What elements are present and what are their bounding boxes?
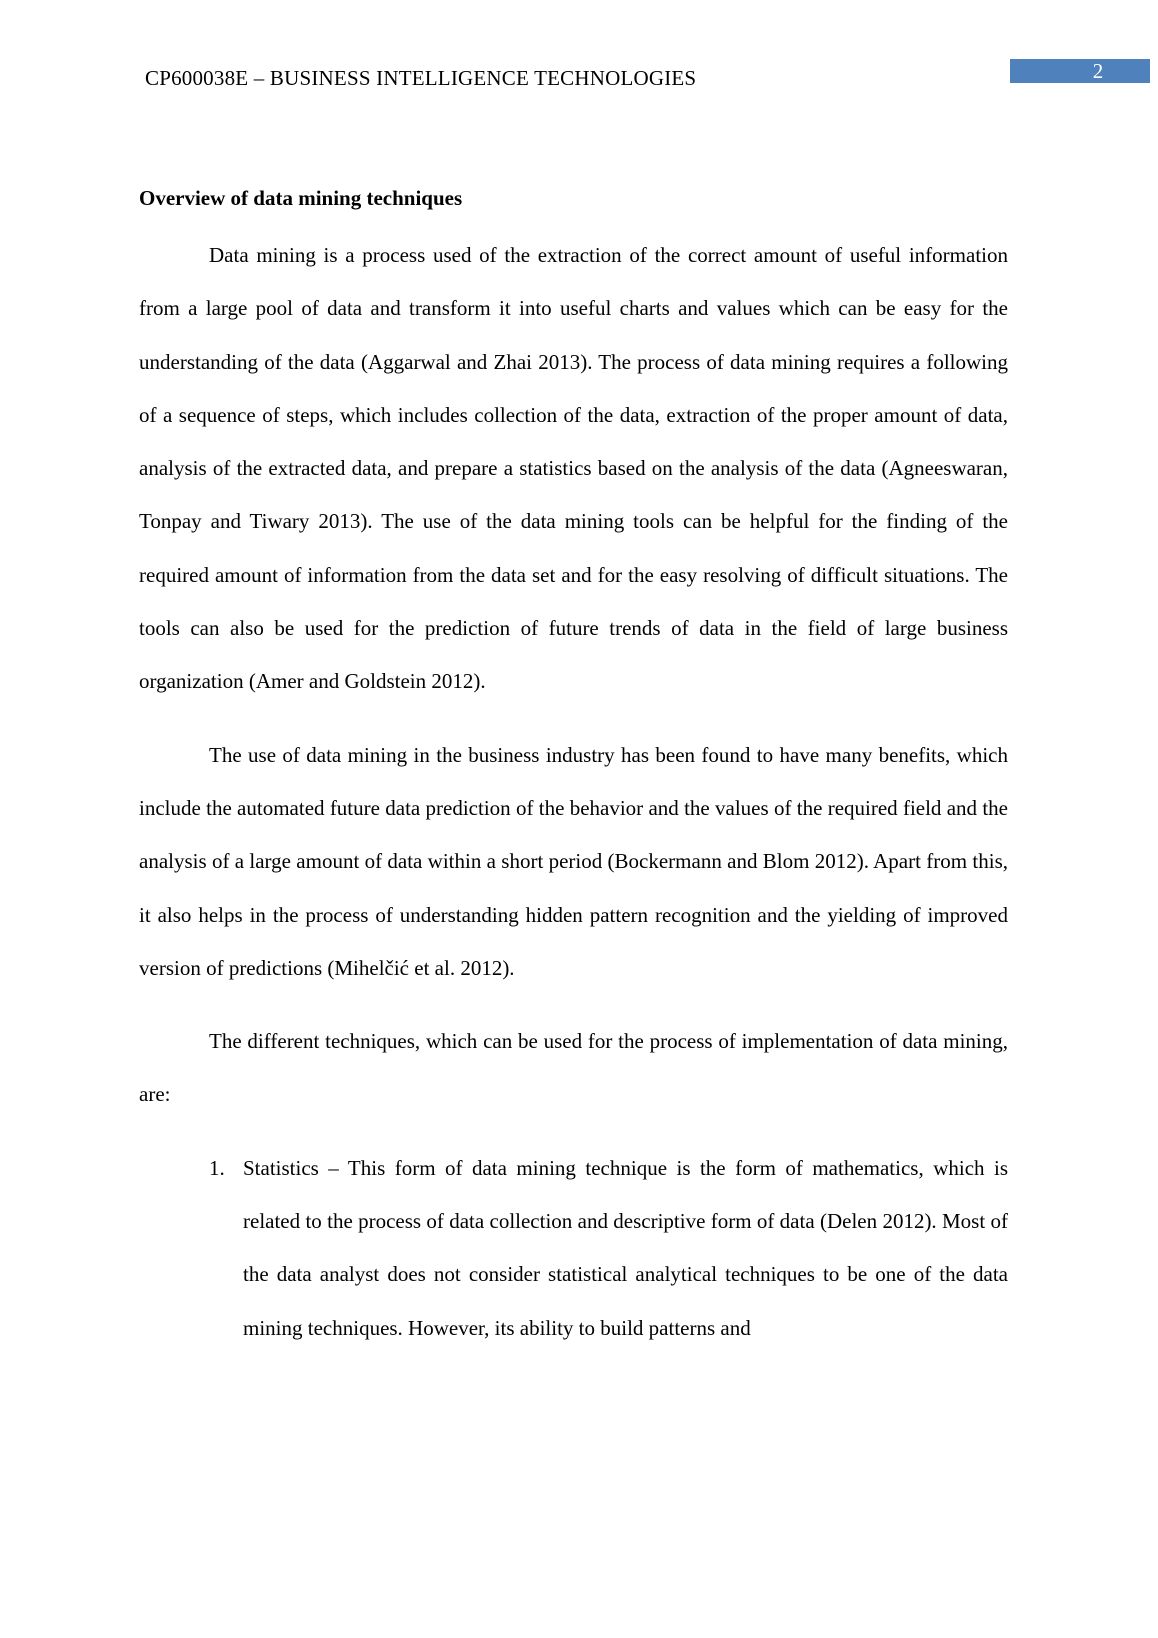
list-item <box>139 1142 1008 1355</box>
running-header: CP600038E – BUSINESS INTELLIGENCE TECHNOLOGIES <box>145 66 697 90</box>
page-number-badge <box>1010 59 1150 83</box>
paragraph-benefits: The use of data mining in the business industry has been found to have many benefits, which include the automated future data prediction of the behavior and the values of the required field and the analysis of a large amount of data within a short period (Bockermann and Blom 2012). Apart from this, it also helps in the process of understanding hidden pattern recognition and the yielding of improved version of predictions (Mihelčić et al. 2012). <box>139 742 1008 980</box>
paragraph-techniques-intro: The different techniques, which can be used for the process of implementation of data mining, are: <box>139 1029 1008 1107</box>
paragraph-intro: Data mining is a process used of the extraction of the correct amount of useful information from a large pool of data and transform it into useful charts and values which can be easy for the understanding of the data (Aggarwal and Zhai 2013). The process of data mining requires a following of a sequence of steps, which includes collection of the data, extraction of the proper amount of data, analysis of the extracted data, and prepare a statistics based on the analysis of the data (Agneeswaran, Tonpay and Tiwary 2013). The use of the data mining tools can be helpful for the finding of the required amount of information from the data set and for the easy resolving of difficult situations. The tools can also be used for the prediction of future trends of data in the field of large business organization (Amer and Goldstein 2012). <box>139 243 1008 694</box>
techniques-list <box>139 1142 1008 1355</box>
section-heading: Overview of data mining techniques <box>139 186 463 210</box>
document-body <box>139 180 1008 1355</box>
list-item-number: 1. <box>209 1155 225 1180</box>
page-number: 2 <box>1092 59 1104 83</box>
list-item-text: Statistics – This form of data mining technique is the form of mathematics, which is related to the process of data collection and descriptive form of data (Delen 2012). Most of the data analyst does not consider statistical analytical techniques to be one of the data mining techniques. However, its ability to build patterns and <box>243 1155 1008 1340</box>
